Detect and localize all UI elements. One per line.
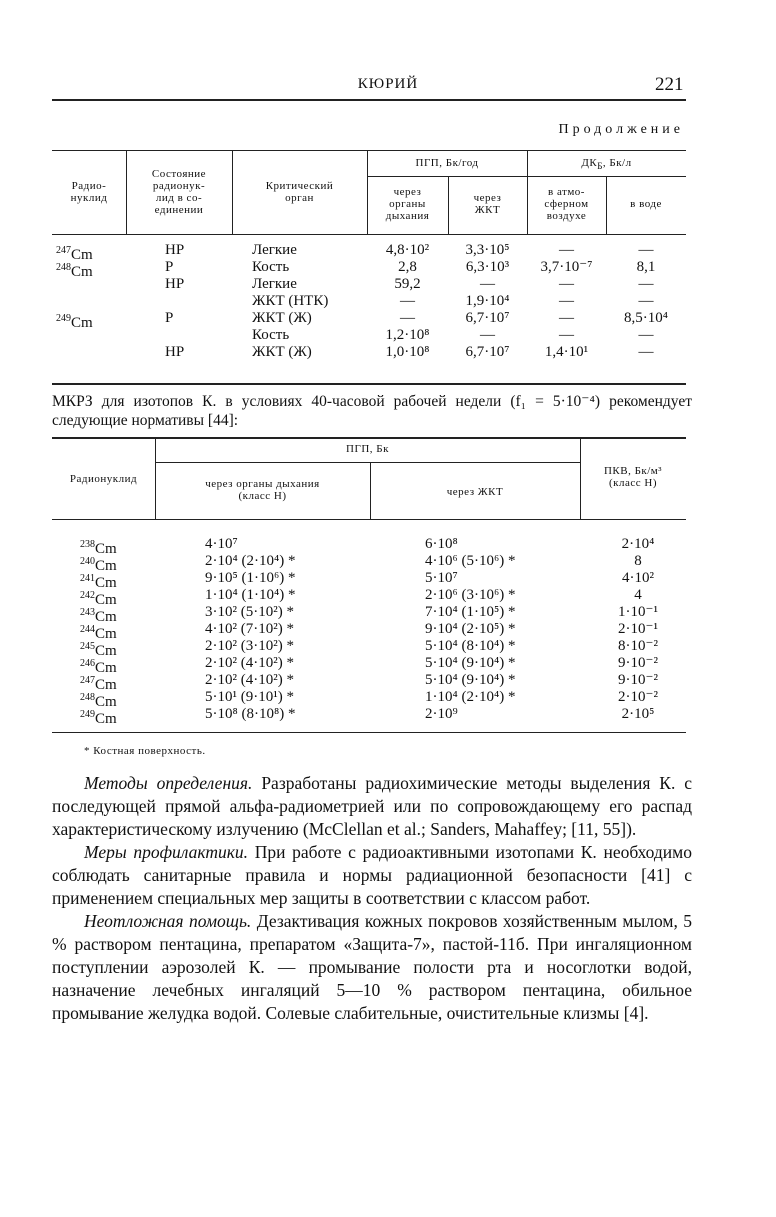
t2-nuclide: $^{240}$Cm [80, 556, 117, 574]
t2-head-git: через ЖКТ [446, 486, 504, 498]
t1-cell: Легкие [252, 242, 297, 258]
t1-col-git [448, 242, 527, 361]
t1-cell: 1,2·10⁸ [385, 327, 430, 343]
t1-cell: ЖКТ (Ж) [252, 344, 312, 360]
t1-cell: 1,9·10⁴ [465, 293, 510, 309]
t1-col-resp [367, 242, 448, 361]
t1-cell: НР [165, 242, 185, 258]
t2-cell: 2·10⁵ [621, 706, 655, 722]
t1-col-air [527, 242, 606, 361]
t1-head-organ: Критический орган [265, 180, 334, 204]
t1-head-state: Состояние радионук- лид в со- единении [151, 168, 207, 216]
paragraph-prevention: Меры профилактики. При работе с радиоактивными изотопами К. необходимо соблюдать санитарные правила и нормы радиационной безопасности [41] с применением специальных мер защиты в соответствии с классом работ. [52, 842, 692, 908]
header-rule [52, 99, 686, 101]
t1-cell: 6,3·10³ [465, 259, 510, 275]
t1-cell: — [638, 242, 654, 258]
running-header: КЮРИЙ [357, 76, 419, 92]
t1-head-dk-water: в воде [630, 198, 662, 210]
t2-cell: 8·10⁻² [618, 638, 658, 654]
t2-cell: 9·10⁻² [618, 655, 658, 671]
paragraph-methods: Методы определения. Разработаны радиохимические методы выделения К. с последующей прямой альфа-радиометрией или по сопровождающему его распад характеристическому излучению (McClellan et al.; Sanders, Mahaffey; [11, 55]). [52, 773, 693, 839]
t2-cell: 2·10⁴ [621, 536, 655, 552]
t2-cell: 2·10⁹ [425, 706, 458, 722]
t2-cell: 2·10² (3·10²) * [205, 638, 294, 654]
t2-cell: 9·10⁴ (2·10⁵) * [425, 621, 516, 637]
t2-cell: 4·10² (7·10²) * [205, 621, 294, 637]
t1-cell: 6,7·10⁷ [465, 344, 510, 360]
t1-cell: 4,8·10² [385, 242, 430, 258]
t1-cell: 6,7·10⁷ [465, 310, 510, 326]
t1-cell: — [400, 310, 415, 326]
t1-cell [165, 327, 225, 344]
t2-cell: 6·10⁸ [425, 536, 458, 552]
t2-cell: 2·10⁶ (3·10⁶) * [425, 587, 516, 603]
t2-head-pgp: ПГП, Бк [346, 443, 389, 455]
t1-head-pgp-git: через ЖКТ [473, 192, 502, 216]
table2-top-rule [52, 437, 686, 439]
t2-cell: 7·10⁴ (1·10⁵) * [425, 604, 516, 620]
t1-head-pgp-resp: через органы дыхания [385, 186, 430, 222]
t2-cell: 1·10⁻¹ [618, 604, 658, 620]
t1-cell: — [559, 276, 574, 292]
t2-cell: 4·10⁷ [205, 536, 238, 552]
t2-head-resp: через органы дыхания (класс Н) [205, 478, 320, 502]
t1-cell: Кость [252, 327, 290, 343]
t2-head-radionuclide: Радионуклид [69, 473, 138, 485]
t2-nuclide: $^{243}$Cm [80, 607, 117, 625]
t1-cell: Р [165, 310, 174, 326]
t1-cell: — [638, 327, 654, 343]
t1-cell: НР [165, 276, 185, 292]
table1-header-rule [52, 234, 686, 235]
t2-cell: 5·10⁴ (8·10⁴) * [425, 638, 516, 654]
t1-cell: НР [165, 344, 185, 360]
t2-nuclide: $^{249}$Cm [80, 709, 117, 727]
intro-text: МКРЗ для изотопов К. в условиях 40-часовой рабочей недели (f₁ = 5·10⁻⁴) рекомендует следующие нормативы [44]: [52, 393, 692, 429]
t1-nuclide: $^{248}$Cm [56, 262, 93, 280]
t1-cell: — [480, 327, 495, 343]
t1-head-dk-air: в атмо- сферном воздухе [544, 186, 589, 222]
t1-head-dk: $ДК_Б$, Бк/л [581, 157, 632, 172]
t2-cell: 9·10⁻² [618, 672, 658, 688]
t1-cell: Р [165, 259, 174, 275]
t1-cell: — [559, 327, 574, 343]
t2-nuclide: $^{247}$Cm [80, 675, 117, 693]
t2-nuclide: $^{245}$Cm [80, 641, 117, 659]
t2-cell: 2·10⁴ (2·10⁴) * [205, 553, 296, 569]
t1-cell: 59,2 [394, 276, 421, 292]
t1-cell: ЖКТ (Ж) [252, 310, 312, 326]
t1-col-nuclide [56, 242, 126, 331]
t1-head-pgp: ПГП, Бк/год [415, 157, 479, 169]
t1-cell: — [480, 276, 495, 292]
t2-nuclide: $^{242}$Cm [80, 590, 117, 608]
t2-cell: 1·10⁴ (1·10⁴) * [205, 587, 296, 603]
t2-nuclide: $^{238}$Cm [80, 539, 117, 557]
page-number: 221 [655, 74, 684, 95]
t2-cell: 4·10² [622, 570, 654, 586]
table1-top-rule [52, 150, 686, 151]
continuation-label: Продолжение [558, 122, 684, 137]
t1-cell: 1,4·10¹ [544, 344, 589, 360]
t2-cell: 2·10⁻² [618, 689, 658, 705]
t2-cell: 9·10⁵ (1·10⁶) * [205, 570, 296, 586]
t2-cell: 4·10⁶ (5·10⁶) * [425, 553, 516, 569]
t1-cell: 3,7·10⁻⁷ [540, 259, 593, 275]
t2-cell: 1·10⁴ (2·10⁴) * [425, 689, 516, 705]
t2-col-nuclide [80, 536, 150, 727]
t1-cell: — [559, 242, 574, 258]
t1-cell: — [559, 310, 574, 326]
t1-col-state [165, 242, 225, 361]
t1-cell: — [400, 293, 415, 309]
t1-col-water [606, 242, 686, 361]
paragraph-emergency: Неотложная помощь. Дезактивация кожных покровов хозяйственным мылом, 5 % раствором пентацина, препаратом «Защита-7», пастой-11б. При ингаляционном поступлении аэрозолей К. — промывание полости рта и носоглотки водой, назначение лечебных ингаляций 5—10 % раствором пентацина, обильное промывание желудка водой. Солевые слабительные, очистительные клизмы [4]. [52, 911, 692, 1023]
t1-cell: 3,3·10⁵ [465, 242, 510, 258]
t1-nuclide: $^{249}$Cm [56, 313, 93, 331]
t2-cell: 3·10² (5·10²) * [205, 604, 294, 620]
t1-cell: Легкие [252, 276, 297, 292]
t2-cell: 5·10⁸ (8·10⁸) * [205, 706, 296, 722]
t1-cell: — [638, 276, 654, 292]
t1-cell: 2,8 [398, 259, 417, 275]
t2-nuclide: $^{246}$Cm [80, 658, 117, 676]
t2-nuclide: $^{241}$Cm [80, 573, 117, 591]
t1-cell: 1,0·10⁸ [385, 344, 430, 360]
t1-cell [165, 293, 225, 310]
t1-cell: — [638, 293, 654, 309]
table2-footnote: * Костная поверхность. [84, 745, 206, 757]
t1-cell: 8,5·10⁴ [624, 310, 668, 326]
t1-nuclide: $^{247}$Cm [56, 245, 93, 263]
body-text [52, 772, 692, 1025]
t2-nuclide: $^{248}$Cm [80, 692, 117, 710]
t1-cell: Кость [252, 259, 290, 275]
t1-cell: 8,1 [636, 259, 656, 275]
t1-head-radionuclide: Радио- нуклид [70, 180, 108, 204]
t2-col-git [425, 536, 575, 723]
t2-cell: 5·10⁴ (9·10⁴) * [425, 655, 516, 671]
table2-bottom-rule [52, 732, 686, 733]
table1-bottom-rule [52, 383, 686, 385]
t2-cell: 5·10⁷ [425, 570, 458, 586]
t2-cell: 2·10² (4·10²) * [205, 655, 294, 671]
t2-cell: 8 [634, 553, 642, 569]
t1-cell: — [638, 344, 654, 360]
t2-nuclide: $^{244}$Cm [80, 624, 117, 642]
t1-cell: ЖКТ (НТК) [252, 293, 329, 309]
t2-cell: 4 [634, 587, 642, 603]
table2-header-rule [52, 519, 686, 520]
t2-cell: 5·10⁴ (9·10⁴) * [425, 672, 516, 688]
t2-col-pkv [590, 536, 686, 723]
t2-col-resp [205, 536, 365, 723]
t2-cell: 2·10² (4·10²) * [205, 672, 294, 688]
t2-cell: 2·10⁻¹ [618, 621, 658, 637]
t2-head-pkv: ПКВ, Бк/м³ (класс Н) [603, 465, 663, 489]
t1-cell: — [559, 293, 574, 309]
t2-cell: 5·10¹ (9·10¹) * [205, 689, 294, 705]
t1-col-organ [252, 242, 367, 361]
